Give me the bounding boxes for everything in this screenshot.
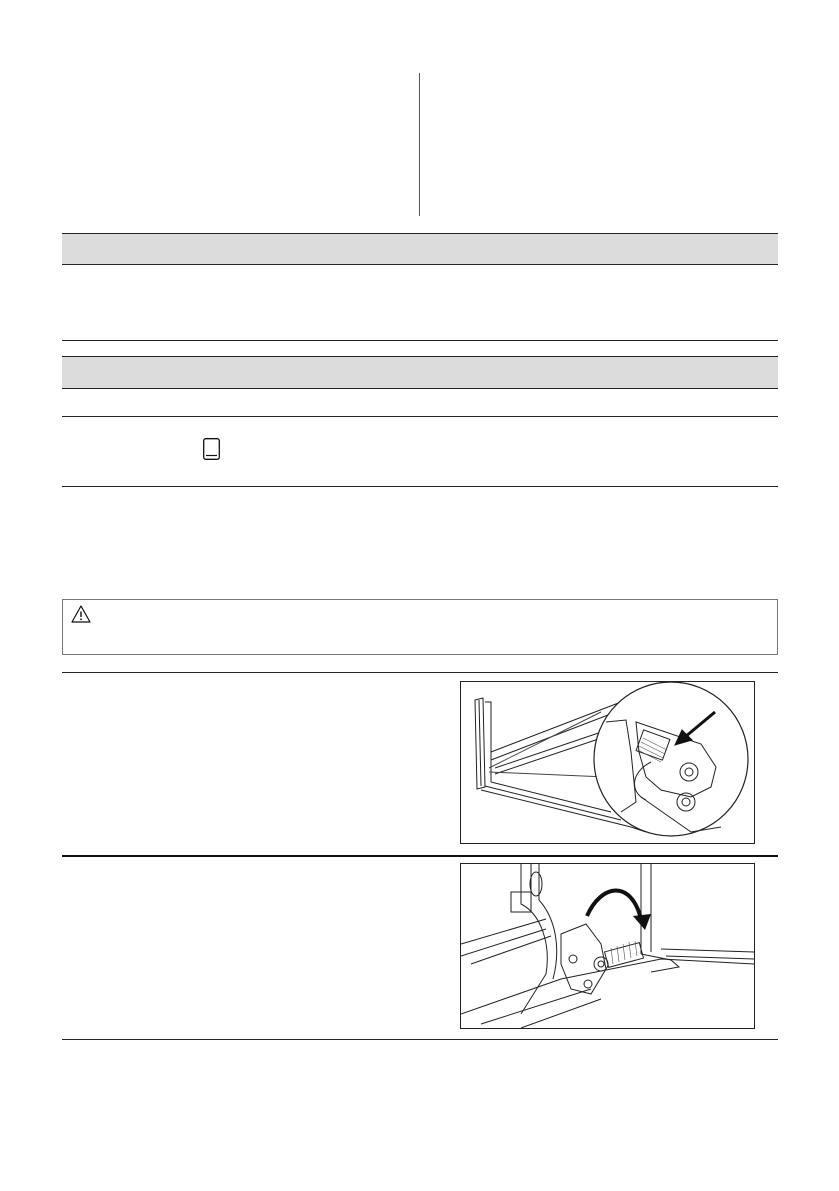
table-1-bottom-rule bbox=[62, 340, 778, 341]
table-2-header bbox=[62, 356, 778, 389]
steps-top-rule bbox=[62, 672, 778, 673]
oven-door-hinge-lever-press-illustration bbox=[461, 682, 754, 843]
hinge-rotate-figure bbox=[460, 863, 755, 1029]
table-2-row-rule bbox=[62, 416, 778, 417]
warning-box bbox=[62, 599, 778, 655]
warning-triangle-icon bbox=[71, 605, 91, 623]
steps-row-rule bbox=[62, 855, 778, 857]
steps-bottom-rule bbox=[62, 1039, 778, 1040]
table-1-header bbox=[62, 233, 778, 265]
oven-door-hinge-lever-rotate-illustration bbox=[461, 864, 754, 1028]
oven-function-icon bbox=[203, 438, 220, 460]
hinge-press-figure bbox=[460, 681, 755, 844]
table-2-bottom-rule bbox=[62, 486, 778, 487]
column-divider bbox=[419, 73, 420, 216]
